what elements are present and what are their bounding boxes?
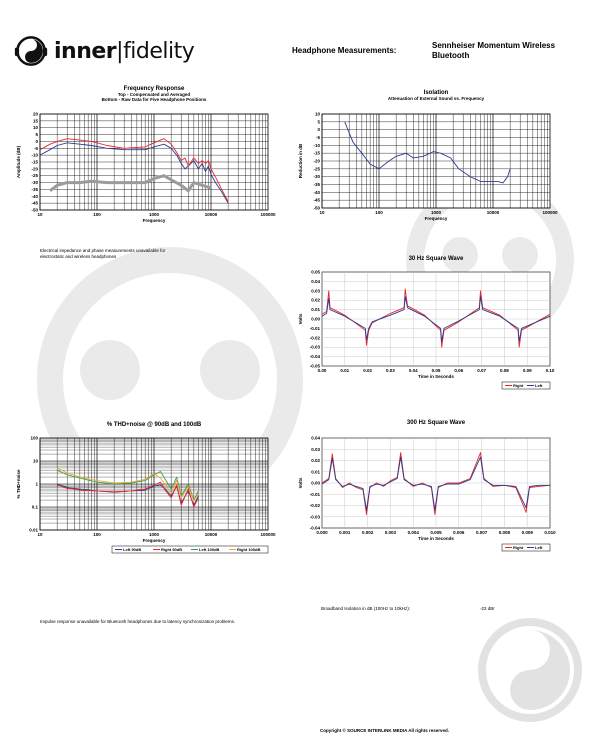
y-tick-label: -50 bbox=[313, 205, 320, 211]
y-tick-label: -15 bbox=[313, 150, 320, 156]
x-tick-label: 100 bbox=[93, 532, 101, 537]
x-axis-label: Frequency bbox=[142, 218, 166, 223]
y-axis-label: Volts bbox=[298, 313, 303, 325]
chart-title: 30 Hz Square Wave bbox=[408, 256, 464, 262]
x-tick-label: 10 bbox=[37, 212, 43, 217]
y-tick-label: 0.02 bbox=[311, 458, 320, 463]
x-tick-label: 10000 bbox=[204, 212, 218, 217]
y-tick-label: -30 bbox=[31, 180, 38, 186]
y-tick-label: 15 bbox=[32, 118, 38, 124]
x-tick-label: 0.01 bbox=[340, 368, 350, 373]
yinyang-headphone-icon bbox=[14, 34, 48, 68]
legend-label: Right bbox=[513, 545, 524, 550]
frequency-response-chart bbox=[14, 84, 278, 230]
y-tick-label: 0 bbox=[35, 138, 38, 144]
header-label: Headphone Measurements: bbox=[292, 46, 397, 55]
brand-name: inner|fidelity bbox=[54, 38, 195, 64]
isolation-label: Broadband Isolation in dB (100Hz to 10kHz): bbox=[321, 606, 411, 611]
y-tick-label: -30 bbox=[313, 174, 320, 180]
y-axis-label: Volts bbox=[298, 477, 303, 489]
x-tick-label: 0.00 bbox=[317, 368, 327, 373]
x-tick-label: 0.006 bbox=[453, 530, 465, 535]
x-tick-label: 0.08 bbox=[500, 368, 509, 373]
y-tick-label: -45 bbox=[313, 197, 320, 203]
legend-label: Right 90dB bbox=[161, 547, 183, 552]
chart-title: % THD+noise @ 90dB and 100dB bbox=[106, 422, 202, 428]
square-wave-30hz-chart bbox=[296, 254, 560, 390]
y-tick-label: 0.01 bbox=[311, 307, 320, 313]
x-tick-label: 0.010 bbox=[544, 530, 556, 535]
x-tick-label: 0.05 bbox=[431, 368, 441, 373]
y-tick-label: -0.04 bbox=[309, 354, 320, 360]
y-axis-label: % THD+noise bbox=[16, 469, 21, 499]
y-tick-label: -15 bbox=[31, 159, 38, 165]
x-tick-label: 10 bbox=[319, 210, 325, 215]
y-tick-label: -25 bbox=[313, 166, 320, 172]
impedance-note: Electrical impedance and phase measurements unavailable for electrostatic and wireless headphones bbox=[40, 248, 166, 259]
y-tick-label: 0.1 bbox=[31, 504, 38, 510]
y-tick-label: -40 bbox=[313, 189, 320, 195]
legend-label: Left bbox=[535, 545, 543, 550]
y-tick-label: -0.03 bbox=[309, 514, 320, 520]
y-tick-label: 10 bbox=[314, 111, 320, 117]
y-tick-label: 0.03 bbox=[311, 288, 320, 294]
x-tick-label: 0.008 bbox=[498, 530, 511, 535]
y-tick-label: -40 bbox=[31, 193, 38, 199]
x-axis-label: Time in Seconds bbox=[418, 374, 454, 379]
y-tick-label: 10 bbox=[32, 458, 38, 464]
legend-label: Left 90dB bbox=[123, 547, 142, 552]
x-axis-label: Frequency bbox=[142, 538, 166, 543]
chart-subtitle: Bottom - Raw Data for Five Headphone Positions bbox=[101, 97, 207, 102]
y-tick-label: -0.03 bbox=[309, 344, 320, 350]
y-tick-label: -0.01 bbox=[309, 325, 320, 331]
y-tick-label: 0.01 bbox=[29, 527, 38, 533]
x-tick-label: 0.07 bbox=[477, 368, 486, 373]
y-tick-label: 0.01 bbox=[311, 469, 320, 475]
y-tick-label: -25 bbox=[31, 173, 38, 179]
y-tick-label: 0.04 bbox=[311, 278, 320, 284]
x-tick-label: 0.10 bbox=[545, 368, 555, 373]
y-tick-label: -0.02 bbox=[309, 335, 320, 341]
impulse-note: Impulse response unavailable for Bluetooth headphones due to latency synchronization problems. bbox=[40, 619, 236, 624]
x-tick-label: 0.007 bbox=[475, 530, 488, 535]
y-tick-label: 10 bbox=[32, 125, 38, 131]
x-tick-label: 1000 bbox=[148, 532, 160, 537]
x-tick-label: 0.001 bbox=[339, 530, 351, 535]
y-tick-label: 0.04 bbox=[311, 435, 320, 441]
y-tick-label: -10 bbox=[313, 142, 320, 148]
legend-label: Right bbox=[513, 383, 524, 388]
x-tick-label: 100 bbox=[93, 212, 101, 217]
isolation-value: -23 dBr bbox=[480, 606, 495, 611]
x-tick-label: 0.000 bbox=[316, 530, 328, 535]
x-axis-label: Time in Seconds bbox=[418, 536, 454, 541]
x-tick-label: 100000 bbox=[542, 210, 558, 215]
copyright: Copyright © SOURCE INTERLINK MEDIA All rights reserved. bbox=[320, 728, 449, 733]
y-tick-label: 1 bbox=[35, 481, 38, 487]
x-tick-label: 0.02 bbox=[363, 368, 372, 373]
x-tick-label: 0.002 bbox=[361, 530, 374, 535]
y-tick-label: -35 bbox=[313, 182, 320, 187]
x-tick-label: 1000 bbox=[148, 212, 160, 217]
y-tick-label: -10 bbox=[31, 152, 38, 158]
x-tick-label: 10000 bbox=[204, 532, 218, 537]
y-tick-label: -5 bbox=[315, 135, 320, 140]
x-tick-label: 0.003 bbox=[384, 530, 397, 535]
y-tick-label: 20 bbox=[32, 111, 38, 117]
x-tick-label: 0.09 bbox=[522, 368, 532, 373]
brand-logo bbox=[14, 34, 194, 68]
x-tick-label: 10000 bbox=[486, 210, 500, 215]
x-tick-label: 100000 bbox=[260, 532, 276, 537]
isolation-chart bbox=[296, 88, 560, 228]
y-axis-label: Reduction in dB bbox=[298, 143, 303, 179]
y-tick-label: -20 bbox=[313, 158, 320, 164]
y-tick-label: -0.05 bbox=[309, 363, 320, 369]
y-tick-label: 5 bbox=[317, 119, 320, 125]
y-axis-label: Amplitude (dB) bbox=[16, 145, 21, 179]
brand-name-bold: inner bbox=[54, 38, 117, 64]
y-tick-label: -35 bbox=[31, 186, 38, 192]
brand-name-light: fidelity bbox=[123, 38, 195, 64]
x-tick-label: 0.004 bbox=[407, 530, 419, 535]
x-tick-label: 0.04 bbox=[408, 368, 418, 373]
y-tick-label: 100 bbox=[30, 435, 38, 441]
headphone-model: Sennheiser Momentum Wireless Bluetooth bbox=[432, 41, 556, 60]
y-tick-label: 0.00 bbox=[311, 316, 320, 322]
x-tick-label: 100000 bbox=[260, 212, 276, 217]
square-wave-300hz-chart bbox=[296, 418, 560, 560]
y-tick-label: 0.05 bbox=[311, 269, 320, 275]
y-tick-label: -20 bbox=[31, 166, 38, 172]
y-tick-label: 5 bbox=[35, 132, 38, 138]
y-tick-label: -50 bbox=[31, 207, 38, 213]
thd-noise-chart bbox=[14, 420, 278, 556]
x-axis-label: Frequency bbox=[424, 216, 448, 221]
y-tick-label: -0.04 bbox=[309, 525, 320, 531]
legend-label: Left 100dB bbox=[199, 547, 220, 552]
chart-title: Frequency Response bbox=[123, 86, 185, 92]
x-tick-label: 0.06 bbox=[454, 368, 464, 373]
y-tick-label: 0 bbox=[317, 127, 320, 133]
x-tick-label: 0.005 bbox=[430, 530, 442, 535]
y-tick-label: 0.02 bbox=[311, 297, 320, 303]
chart-title: 300 Hz Square Wave bbox=[406, 420, 466, 426]
y-tick-label: -0.01 bbox=[309, 491, 320, 497]
x-tick-label: 100 bbox=[375, 210, 383, 215]
chart-subtitle: Top - Compensated and Averaged bbox=[117, 92, 191, 97]
chart-subtitle: Attenuation of External Sound vs. Frequency bbox=[387, 96, 485, 101]
chart-title: Isolation bbox=[423, 90, 449, 96]
y-tick-label: -5 bbox=[33, 145, 38, 151]
legend-label: Left bbox=[535, 383, 543, 388]
x-tick-label: 1000 bbox=[430, 210, 442, 215]
x-tick-label: 0.009 bbox=[521, 530, 533, 535]
y-tick-label: -45 bbox=[31, 200, 38, 206]
x-tick-label: 10 bbox=[37, 532, 43, 537]
y-tick-label: 0.00 bbox=[311, 480, 320, 486]
yinyang-watermark-bottom bbox=[470, 615, 590, 725]
y-tick-label: -0.02 bbox=[309, 503, 320, 508]
y-tick-label: 0.03 bbox=[311, 446, 320, 452]
x-tick-label: 0.03 bbox=[386, 368, 395, 373]
legend-label: Right 100dB bbox=[237, 547, 261, 552]
